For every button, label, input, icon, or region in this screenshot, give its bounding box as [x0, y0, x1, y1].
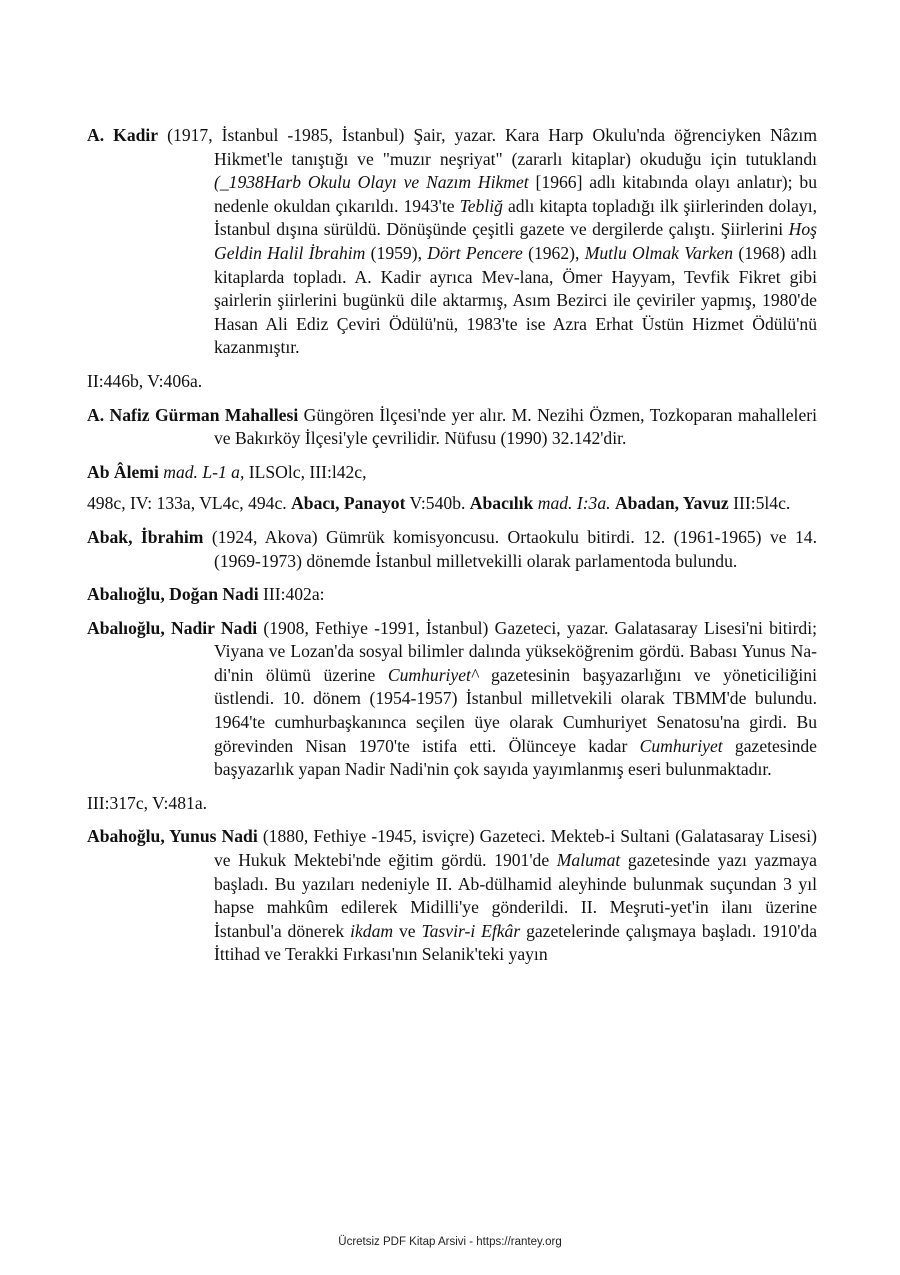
entry-continuation-abaci [87, 492, 817, 516]
book-title: Dört Pencere [427, 242, 523, 263]
entry-text: adlı kitapta topladığı ilk şiirlerinden dolayı, İstanbul dışına sürüldü. Dönüşünde çeşitli gazete ve dergilerde çalıştı. Şiirlerini [214, 195, 817, 240]
book-title: Tebliğ [459, 195, 503, 216]
entry-text: ILSOlc, III:l42c, [244, 461, 367, 482]
entry-abak-ibrahim [87, 526, 817, 573]
newspaper-title: Cumhuriyet [639, 735, 723, 756]
entry-text: gazetelerinde çalışmaya başladı. 1910'da İttihad ve Terakki Fırkası'nın Selanik'teki yayın [214, 920, 818, 965]
page-footer: Ücretsiz PDF Kitap Arsivi - https://rantey.org [338, 1236, 562, 1248]
entry-headword: Abacılık [469, 493, 534, 514]
entry-headword: Ab Âlemi [87, 461, 159, 482]
entry-text: [1966] adlı kitabında olayı anlatır); bu nedenle okuldan çıkarıldı. 1943'te [214, 172, 817, 216]
entry-text: 498c, IV: 133a, VL4c, 494c. [87, 493, 292, 514]
entry-text: (1959), [365, 242, 428, 263]
entry-headword: Abacı, Panayot [291, 493, 406, 514]
book-title: (_1938Harb Okulu Olayı ve Nazım Hikmet [214, 172, 529, 193]
reference-line: II:446b, V:406a. [87, 370, 203, 391]
entry-text: gazetesinin başyazarlığını ve yöneticiliğini üstlendi. 10. dönem (1954-1957) İstanbul milletvekili olarak TBMM'de bulundu. 1964'te cumhurbaşkanınca seçilen üye olarak Cumhuriyet Senatosu'na girdi. Bu görevinden Nisan 1970'te istifa etti. Ölünceye kadar [214, 664, 817, 756]
entry-a-kadir [87, 124, 817, 360]
entry-headword: A. Nafiz Gürman Mahallesi [87, 404, 299, 425]
entry-text: gazetesinde başyazarlık yapan Nadir Nadi'nin çok sayıda yayımlanmış eseri bulunmaktadır. [214, 735, 817, 780]
entry-text: III:402a: [258, 584, 325, 605]
entry-abahoglu-yunus-nadi [87, 825, 817, 967]
newspaper-title: ikdam [350, 920, 394, 941]
entry-text: Güngören İlçesi'nde yer alır. M. Nezihi Özmen, Tozkoparan mahalleleri ve Bakırköy İlçesi'yle çevrilidir. Nüfusu (1990) 32.142'dir. [214, 404, 817, 449]
entry-abalioglu-nadir-nadi [87, 617, 817, 782]
entry-headword: Abadan, Yavuz [614, 493, 729, 514]
entry-text: ve [393, 920, 422, 941]
entry-text: III:5l4c. [728, 493, 791, 514]
reference-line: III:317c, V:481a. [87, 792, 208, 813]
cross-reference: mad. I:3a. [533, 493, 611, 514]
entry-text: (1924, Akova) Gümrük komisyoncusu. Ortaokulu bitirdi. 12. (1961-1965) ve 14. (1969-1973) dönemde İstanbul milletvekilli olarak parlamentoda bulundu. [203, 526, 817, 571]
entry-headword: Abahoğlu, Yunus Nadi [87, 826, 258, 847]
entry-abalioglu-dogan-nadi [87, 583, 817, 607]
entry-headword: Abak, İbrahim [87, 526, 204, 547]
newspaper-title: Malumat [556, 850, 621, 871]
entry-text: (1917, İstanbul -1985, İstanbul) Şair, yazar. Kara Harp Okulu'nda öğrenciyken Nâzım Hikmet'le tanıştığı ve "muzır neşriyat" (zararlı kitaplar) okuduğu için tutuklandı [158, 125, 818, 169]
book-title: Mutlu Olmak Varken [584, 242, 734, 263]
entry-text: (1962), [522, 242, 585, 263]
entry-text: (1908, Fethiye -1991, İstanbul) Gazeteci, yazar. Galatasaray Lisesi'ni bitirdi; Viyana ve Lozan'da sosyal bilimler dalında yükseköğrenim gördü. Babası Yunus Na-di'nin ölümü üzerine [214, 617, 818, 685]
entry-text: (1880, Fethiye -1945, isviçre) Gazeteci. Mekteb-i Sultani (Galatasaray Lisesi) ve Hukuk Mektebi'nde eğitim gördü. 1901'de [214, 826, 817, 871]
newspaper-title: Tasvir-i Efkâr [421, 920, 521, 941]
entry-text: gazetesinde yazı yazmaya başladı. Bu yazıları nedeniyle II. Ab-dülhamid aleyhinde bulunmak suçundan 3 yıl hapse mahkûm edilerek Midilli'ye gönderildi. II. Meşruti-yet'in ilanı üzerine İstanbul'a dönerek [214, 850, 817, 941]
entry-headword: A. Kadir [87, 125, 159, 145]
entry-ab-alemi [87, 461, 817, 485]
page-content [87, 124, 817, 977]
entry-text: V:540b. [405, 493, 470, 514]
entry-headword: Abalıoğlu, Doğan Nadi [87, 584, 259, 605]
entry-text: (1968) adlı kitaplarda topladı. A. Kadir ayrıca Mev-lana, Ömer Hayyam, Tevfik Fikret gibi şairlerin şiirlerini bugünkü dile aktarmış, Asım Bezirci ile çeviriler yapmış, 1980'de Hasan Ali Ediz Çeviri Ödülü'nü, 1983'te ise Azra Erhat Üstün Hizmet Ödülü'nü kazanmıştır. [214, 242, 818, 358]
cross-reference: mad. L-1 a, [158, 461, 245, 482]
newspaper-title: Cumhuriyet^ [387, 664, 479, 685]
book-title: Hoş Geldin Halil İbrahim [214, 219, 817, 263]
entry-a-nafiz-gurman-mahallesi [87, 404, 817, 451]
entry-headword: Abalıoğlu, Nadir Nadi [87, 617, 258, 638]
